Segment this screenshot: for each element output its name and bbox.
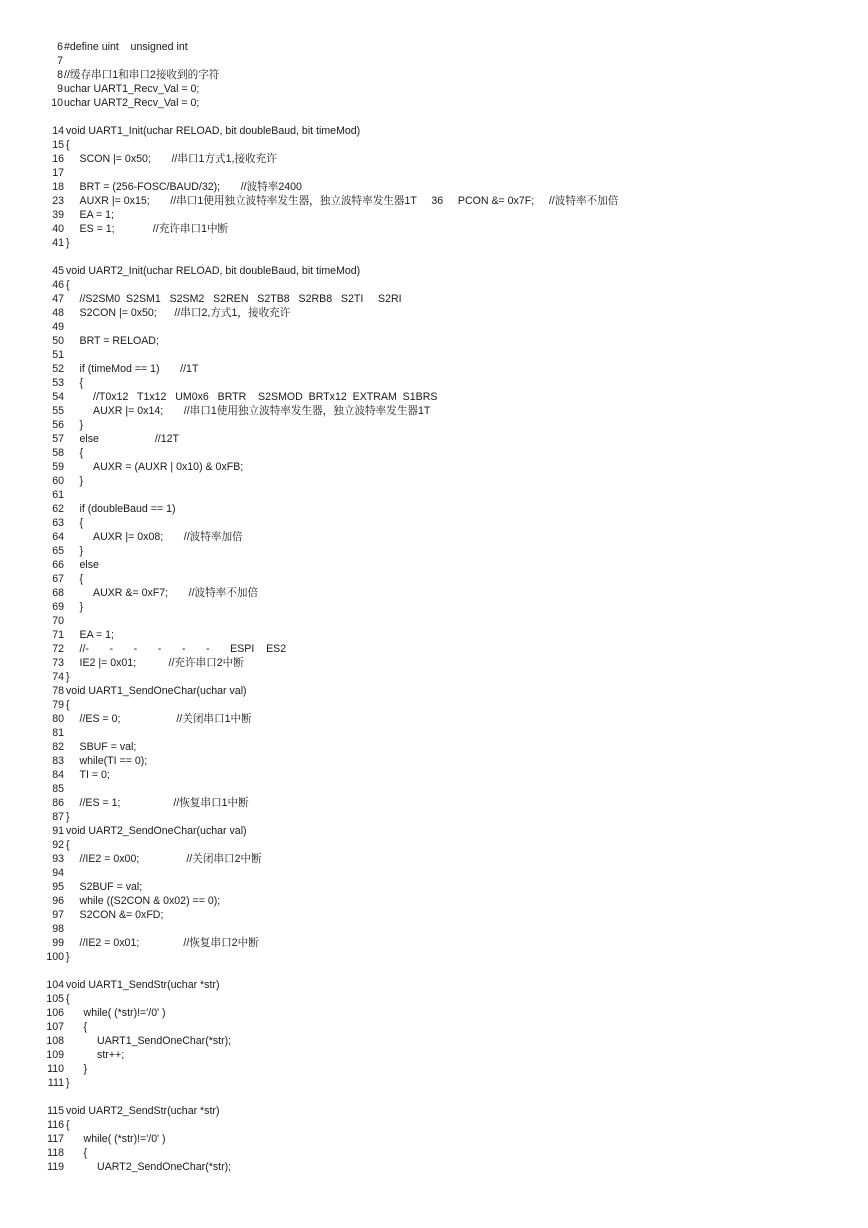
code-line (0, 544, 868, 558)
code-line (0, 306, 868, 320)
line-text: { (66, 1118, 70, 1131)
line-text: EA = 1; (79, 208, 114, 221)
line-number: 111 (47, 1076, 64, 1089)
line-number: 119 (47, 1160, 64, 1173)
code-line (0, 740, 868, 754)
line-number: 15 (52, 138, 64, 151)
line-number: 63 (52, 516, 64, 529)
line-text: { (66, 838, 70, 851)
line-number: 98 (52, 922, 64, 935)
line-text: { (79, 516, 84, 529)
code-line (0, 838, 868, 852)
code-line (0, 1006, 868, 1020)
line-number: 10 (51, 96, 63, 109)
line-number: 108 (46, 1034, 64, 1047)
code-line (0, 502, 868, 516)
line-text: void UART2_SendStr(uchar *str) (66, 1104, 220, 1117)
line-number: 117 (47, 1132, 64, 1145)
line-number: 55 (52, 404, 64, 417)
line-text: } (79, 474, 84, 487)
line-text: AUXR |= 0x15; //串口1使用独立波特率发生器，独立波特率发生器1T 36 PCON &= 0x7F; //波特率不加倍 (79, 194, 619, 207)
line-text: while( (*str)!='/0' ) (83, 1006, 166, 1019)
code-line (0, 208, 868, 222)
line-text: { (79, 572, 84, 585)
code-line (0, 894, 868, 908)
line-number: 109 (46, 1048, 64, 1061)
code-line (0, 880, 868, 894)
code-line (0, 1076, 868, 1090)
code-line (0, 180, 868, 194)
line-text: } (66, 810, 70, 823)
line-text: { (83, 1020, 88, 1033)
line-text: //T0x12 T1x12 UM0x6 BRTR S2SMOD BRTx12 EXTRAM S1BRS (93, 390, 438, 403)
line-number: 60 (52, 474, 64, 487)
code-line (0, 656, 868, 670)
line-number: 99 (52, 936, 64, 949)
code-line (0, 264, 868, 278)
code-line (0, 754, 868, 768)
code-line (0, 362, 868, 376)
line-text: UART1_SendOneChar(*str); (97, 1034, 232, 1047)
line-text: #define uint unsigned int (64, 40, 188, 53)
line-number: 86 (52, 796, 64, 809)
line-number: 74 (52, 670, 64, 683)
code-line (0, 1020, 868, 1034)
line-text: { (79, 376, 84, 389)
code-line (0, 1104, 868, 1118)
line-text: } (66, 236, 70, 249)
line-text: { (79, 446, 84, 459)
code-line (0, 530, 868, 544)
code-line (0, 124, 868, 138)
code-line (0, 96, 868, 110)
line-number: 64 (52, 530, 64, 543)
line-number: 59 (52, 460, 64, 473)
code-line (0, 782, 868, 796)
line-number: 52 (52, 362, 64, 375)
code-line (0, 404, 868, 418)
line-number: 14 (52, 124, 64, 137)
line-text: } (66, 950, 70, 963)
line-number: 46 (52, 278, 64, 291)
line-number: 50 (52, 334, 64, 347)
code-line (0, 992, 868, 1006)
line-text: //- - - - - - ESPI ES2 (79, 642, 287, 655)
code-line (0, 376, 868, 390)
code-line (0, 768, 868, 782)
code-line (0, 558, 868, 572)
line-text: //IE2 = 0x01; //恢复串口2中断 (79, 936, 259, 949)
code-line (0, 68, 868, 82)
line-text: } (66, 670, 70, 683)
line-number: 100 (46, 950, 64, 963)
line-number: 106 (46, 1006, 64, 1019)
line-number: 110 (47, 1062, 64, 1075)
line-number: 17 (52, 166, 64, 179)
line-text: { (66, 278, 70, 291)
code-line (0, 1132, 868, 1146)
line-number: 85 (52, 782, 64, 795)
line-text: while ((S2CON & 0x02) == 0); (79, 894, 221, 907)
line-text: SCON |= 0x50; //串口1方式1,接收充许 (79, 152, 277, 165)
line-text: { (66, 138, 70, 151)
line-number: 47 (52, 292, 64, 305)
line-number: 70 (52, 614, 64, 627)
code-line (0, 1062, 868, 1076)
code-line (0, 1160, 868, 1174)
line-text: AUXR = (AUXR | 0x10) & 0xFB; (93, 460, 244, 473)
code-line (0, 866, 868, 880)
line-text: } (79, 544, 84, 557)
line-number: 61 (52, 488, 64, 501)
line-text: } (79, 600, 84, 613)
line-text: //ES = 0; //关闭串口1中断 (79, 712, 252, 725)
line-text: else //12T (79, 432, 179, 445)
code-line (0, 1146, 868, 1160)
code-line (0, 194, 868, 208)
line-number: 107 (46, 1020, 64, 1033)
line-number: 39 (52, 208, 64, 221)
code-line (0, 642, 868, 656)
code-line (0, 1048, 868, 1062)
line-number: 58 (52, 446, 64, 459)
code-line (0, 1034, 868, 1048)
line-text: AUXR |= 0x14; //串口1使用独立波特率发生器，独立波特率发生器1T (93, 404, 431, 417)
line-text: //ES = 1; //恢复串口1中断 (79, 796, 249, 809)
line-number: 73 (52, 656, 64, 669)
code-line (0, 432, 868, 446)
line-text: BRT = (256-FOSC/BAUD/32); //波特率2400 (79, 180, 302, 193)
line-text: } (79, 418, 84, 431)
line-text: if (timeMod == 1) //1T (79, 362, 199, 375)
line-number: 16 (52, 152, 64, 165)
line-number: 41 (52, 236, 64, 249)
line-text: S2BUF = val; (79, 880, 143, 893)
line-text: BRT = RELOAD; (79, 334, 159, 347)
code-line (0, 684, 868, 698)
line-number: 115 (47, 1104, 64, 1117)
line-text: AUXR &= 0xF7; //波特率不加倍 (93, 586, 259, 599)
line-number: 45 (52, 264, 64, 277)
line-text: EA = 1; (79, 628, 114, 641)
line-number: 40 (52, 222, 64, 235)
line-text: //IE2 = 0x00; //关闭串口2中断 (79, 852, 262, 865)
line-number: 8 (57, 68, 63, 81)
line-number: 6 (57, 40, 63, 53)
line-number: 104 (46, 978, 64, 991)
line-number: 57 (52, 432, 64, 445)
line-text: S2CON |= 0x50; //串口2,方式1，接收充许 (79, 306, 291, 319)
line-number: 91 (52, 824, 64, 837)
line-number: 71 (52, 628, 64, 641)
line-number: 18 (52, 180, 64, 193)
line-text: S2CON &= 0xFD; (79, 908, 164, 921)
code-line (0, 572, 868, 586)
code-line (0, 166, 868, 180)
code-line (0, 712, 868, 726)
line-text: void UART1_SendOneChar(uchar val) (66, 684, 247, 697)
line-number: 67 (52, 572, 64, 585)
code-line (0, 348, 868, 362)
line-text: while(TI == 0); (79, 754, 148, 767)
line-text: void UART1_SendStr(uchar *str) (66, 978, 220, 991)
line-number: 92 (52, 838, 64, 851)
code-line (0, 334, 868, 348)
code-line (0, 600, 868, 614)
line-text: { (83, 1146, 88, 1159)
line-text: //S2SM0 S2SM1 S2SM2 S2REN S2TB8 S2RB8 S2TI S2RI (79, 292, 402, 305)
code-line (0, 614, 868, 628)
code-line (0, 698, 868, 712)
line-number: 83 (52, 754, 64, 767)
code-line (0, 54, 868, 68)
line-number: 94 (52, 866, 64, 879)
line-text: } (66, 1076, 70, 1089)
code-line (0, 474, 868, 488)
code-line (0, 460, 868, 474)
line-number: 69 (52, 600, 64, 613)
line-text: str++; (97, 1048, 125, 1061)
code-line (0, 278, 868, 292)
line-text: { (66, 992, 70, 1005)
line-number: 118 (47, 1146, 64, 1159)
line-text: uchar UART2_Recv_Val = 0; (64, 96, 200, 109)
code-line (0, 222, 868, 236)
line-number: 80 (52, 712, 64, 725)
code-line (0, 628, 868, 642)
code-line (0, 516, 868, 530)
line-number: 82 (52, 740, 64, 753)
line-number: 9 (57, 82, 63, 95)
line-number: 87 (52, 810, 64, 823)
code-line (0, 824, 868, 838)
code-line (0, 796, 868, 810)
line-text: //缓存串口1和串口2接收到的字符 (64, 68, 220, 81)
code-line (0, 236, 868, 250)
line-number: 105 (46, 992, 64, 1005)
line-number: 68 (52, 586, 64, 599)
code-line (0, 488, 868, 502)
code-line (0, 852, 868, 866)
code-line (0, 82, 868, 96)
line-number: 48 (52, 306, 64, 319)
line-number: 97 (52, 908, 64, 921)
line-number: 81 (52, 726, 64, 739)
line-text: } (83, 1062, 88, 1075)
line-number: 116 (47, 1118, 64, 1131)
code-line (0, 1118, 868, 1132)
line-number: 54 (52, 390, 64, 403)
code-line (0, 586, 868, 600)
code-line (0, 40, 868, 54)
code-line (0, 922, 868, 936)
line-number: 66 (52, 558, 64, 571)
line-text: ES = 1; //充许串口1中断 (79, 222, 229, 235)
line-number: 53 (52, 376, 64, 389)
line-text: void UART1_Init(uchar RELOAD, bit doubleBaud, bit timeMod) (66, 124, 361, 137)
line-text: UART2_SendOneChar(*str); (97, 1160, 232, 1173)
line-text: AUXR |= 0x08; //波特率加倍 (93, 530, 243, 543)
code-line (0, 446, 868, 460)
line-number: 49 (52, 320, 64, 333)
line-number: 93 (52, 852, 64, 865)
line-text: uchar UART1_Recv_Val = 0; (64, 82, 200, 95)
code-line (0, 292, 868, 306)
code-line (0, 390, 868, 404)
line-number: 51 (52, 348, 64, 361)
line-text: else (79, 558, 99, 571)
line-number: 7 (57, 54, 63, 67)
line-text: while( (*str)!='/0' ) (83, 1132, 166, 1145)
line-text: { (66, 698, 70, 711)
code-line (0, 950, 868, 964)
line-number: 23 (52, 194, 64, 207)
code-line (0, 978, 868, 992)
code-line (0, 908, 868, 922)
line-number: 62 (52, 502, 64, 515)
code-line (0, 418, 868, 432)
code-line (0, 936, 868, 950)
code-line (0, 320, 868, 334)
code-line (0, 810, 868, 824)
line-text: SBUF = val; (79, 740, 137, 753)
line-number: 78 (52, 684, 64, 697)
code-line (0, 726, 868, 740)
line-number: 72 (52, 642, 64, 655)
code-line (0, 152, 868, 166)
line-number: 79 (52, 698, 64, 711)
line-text: void UART2_Init(uchar RELOAD, bit doubleBaud, bit timeMod) (66, 264, 361, 277)
line-number: 84 (52, 768, 64, 781)
code-line (0, 670, 868, 684)
line-text: TI = 0; (79, 768, 110, 781)
line-number: 95 (52, 880, 64, 893)
line-number: 96 (52, 894, 64, 907)
line-text: if (doubleBaud == 1) (79, 502, 176, 515)
line-number: 56 (52, 418, 64, 431)
line-number: 65 (52, 544, 64, 557)
code-line (0, 138, 868, 152)
line-text: IE2 |= 0x01; //充许串口2中断 (79, 656, 244, 669)
line-text: void UART2_SendOneChar(uchar val) (66, 824, 247, 837)
